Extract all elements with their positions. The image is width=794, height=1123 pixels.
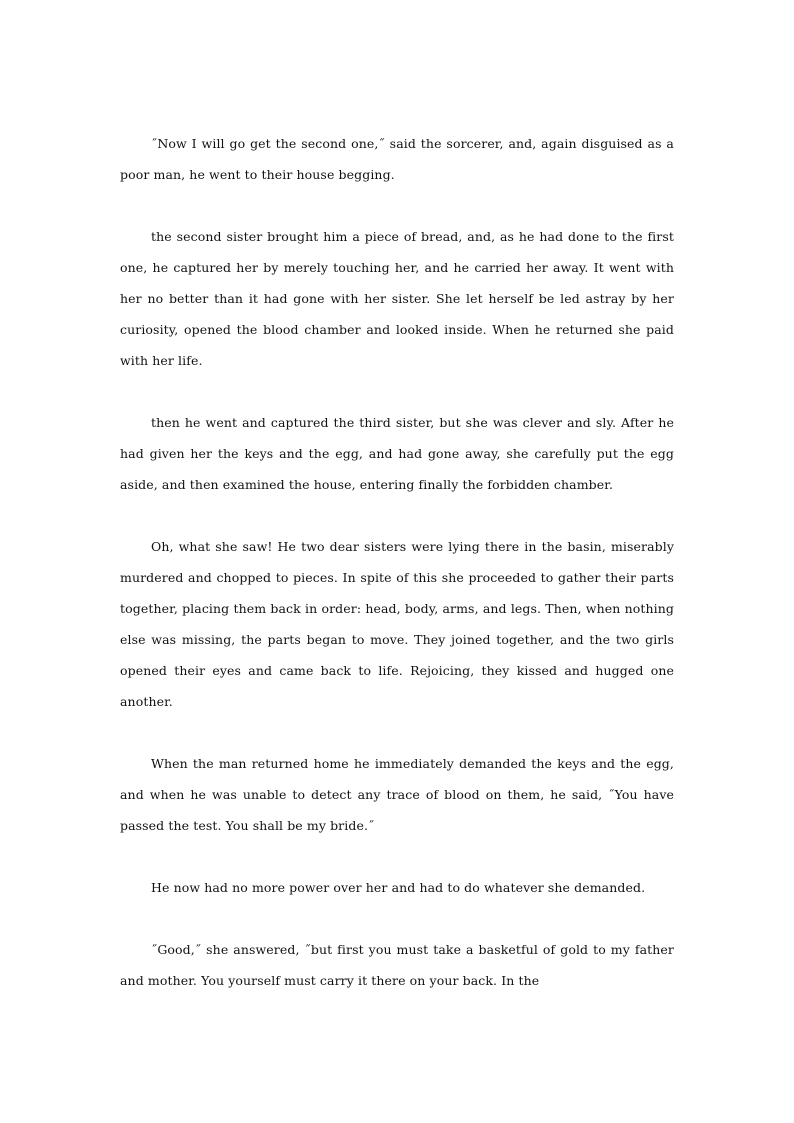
paragraph-1: ˝Now I will go get the second one,˝ said the sorcerer, and, again disguised as a poor man, he went to their house begging. bbox=[120, 136, 674, 182]
paragraph-2: the second sister brought him a piece of bread, and, as he had done to the first one, he captured her by merely touching her, and he carried her away. It went with her no better than it had gone with her sister. She let herself be led astray by her curiosity, opened the blood chamber and looked inside. When he returned she paid with her life. bbox=[120, 229, 674, 368]
page-body bbox=[120, 128, 674, 1027]
paragraph-6: He now had no more power over her and had to do whatever she demanded. bbox=[151, 880, 646, 895]
paragraph-5: When the man returned home he immediately demanded the keys and the egg, and when he was unable to detect any trace of blood on them, he said, ˝You have passed the test. You shall be my bride.˝ bbox=[120, 756, 674, 833]
paragraph-7: ˝Good,˝ she answered, ˝but first you must take a basketful of gold to my father and mother. You yourself must carry it there on your back. In the bbox=[120, 942, 674, 988]
paragraph-4: Oh, what she saw! He two dear sisters were lying there in the basin, miserably murdered and chopped to pieces. In spite of this she proceeded to gather their parts together, placing them back in order: head, body, arms, and legs. Then, when nothing else was missing, the parts began to move. They joined together, and the two girls opened their eyes and came back to life. Rejoicing, they kissed and hugged one another. bbox=[120, 539, 674, 709]
paragraph-3: then he went and captured the third sister, but she was clever and sly. After he had given her the keys and the egg, and had gone away, she carefully put the egg aside, and then examined the house, entering finally the forbidden chamber. bbox=[120, 415, 674, 492]
